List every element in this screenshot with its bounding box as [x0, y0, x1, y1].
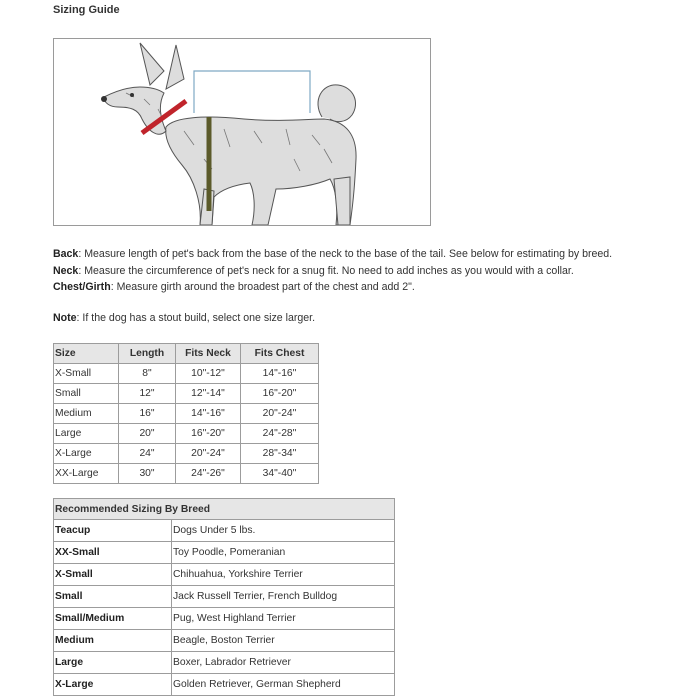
definition-text: : Measure girth around the broadest part of the chest and add 2". [110, 281, 415, 293]
breed-size-cell: XX-Small [54, 542, 172, 564]
definition-back [53, 246, 693, 263]
size-table-header: Size [54, 344, 119, 364]
breed-names-cell: Boxer, Labrador Retriever [172, 652, 395, 674]
size-table-header: Length [119, 344, 176, 364]
table-cell: 16"-20" [241, 384, 319, 404]
table-row [54, 404, 319, 424]
dog-illustration-icon [54, 39, 430, 225]
dog-body [166, 117, 356, 225]
table-row [54, 520, 395, 542]
definition-term: Back [53, 248, 79, 260]
breed-size-cell: Small/Medium [54, 608, 172, 630]
table-cell: XX-Large [54, 464, 119, 484]
definition-chest [53, 279, 693, 296]
size-table-header: Fits Neck [176, 344, 241, 364]
table-row [54, 674, 395, 696]
table-cell: 20"-24" [241, 404, 319, 424]
table-cell: Medium [54, 404, 119, 424]
breed-size-cell: Medium [54, 630, 172, 652]
dog-tail [318, 85, 356, 122]
breed-names-cell: Golden Retriever, German Shepherd [172, 674, 395, 696]
table-cell: 20"-24" [176, 444, 241, 464]
table-row [54, 586, 395, 608]
breed-size-cell: Small [54, 586, 172, 608]
breed-size-cell: Teacup [54, 520, 172, 542]
back-length-line [194, 71, 310, 113]
table-cell: 14"-16" [176, 404, 241, 424]
breed-names-cell: Beagle, Boston Terrier [172, 630, 395, 652]
dog-ear-left [140, 43, 164, 85]
table-cell: Small [54, 384, 119, 404]
dog-nose [101, 96, 107, 102]
table-cell: 34"-40" [241, 464, 319, 484]
breed-names-cell: Pug, West Highland Terrier [172, 608, 395, 630]
note-text: : If the dog has a stout build, select one size larger. [76, 312, 316, 324]
breed-size-cell: Large [54, 652, 172, 674]
table-cell: 28"-34" [241, 444, 319, 464]
note [53, 312, 315, 324]
table-row [54, 444, 319, 464]
size-table-header: Fits Chest [241, 344, 319, 364]
table-cell: 24" [119, 444, 176, 464]
table-row [54, 464, 319, 484]
table-cell: 20" [119, 424, 176, 444]
table-cell: 30" [119, 464, 176, 484]
table-cell: 16"-20" [176, 424, 241, 444]
table-row [54, 424, 319, 444]
breed-table-header-row [54, 499, 395, 520]
dog-measurement-illustration [53, 38, 431, 226]
table-cell: 8" [119, 364, 176, 384]
definition-term: Chest/Girth [53, 281, 111, 293]
size-table [53, 343, 319, 484]
breed-names-cell: Chihuahua, Yorkshire Terrier [172, 564, 395, 586]
table-cell: Large [54, 424, 119, 444]
breed-names-cell: Toy Poodle, Pomeranian [172, 542, 395, 564]
breed-size-cell: X-Small [54, 564, 172, 586]
definition-term: Neck [53, 264, 79, 277]
table-cell: 12" [119, 384, 176, 404]
table-cell: X-Small [54, 364, 119, 384]
table-cell: 14"-16" [241, 364, 319, 384]
size-table-header-row [54, 344, 319, 364]
dog-eye [130, 93, 134, 97]
definition-text: : Measure length of pet's back from the base of the neck to the base of the tail. See below for estimating by breed. [78, 248, 613, 260]
table-row [54, 630, 395, 652]
breed-names-cell: Jack Russell Terrier, French Bulldog [172, 586, 395, 608]
definition-neck [53, 263, 693, 280]
table-row [54, 564, 395, 586]
definition-text: : Measure the circumference of pet's neck for a snug fit. No need to add inches as you would with a collar. [78, 264, 574, 277]
table-cell: X-Large [54, 444, 119, 464]
table-row [54, 608, 395, 630]
breed-names-cell: Dogs Under 5 lbs. [172, 520, 395, 542]
table-cell: 10"-12" [176, 364, 241, 384]
page-title: Sizing Guide [53, 4, 120, 16]
table-row [54, 384, 319, 404]
breed-table [53, 498, 395, 696]
table-row [54, 652, 395, 674]
table-cell: 12"-14" [176, 384, 241, 404]
table-cell: 24"-26" [176, 464, 241, 484]
table-cell: 16" [119, 404, 176, 424]
breed-size-cell: X-Large [54, 674, 172, 696]
table-cell: 24"-28" [241, 424, 319, 444]
breed-table-header: Recommended Sizing By Breed [54, 499, 395, 520]
dog-ear-right [166, 45, 184, 89]
measurement-definitions [53, 246, 693, 296]
dog-head [104, 87, 166, 134]
table-row [54, 542, 395, 564]
note-term: Note [53, 312, 77, 324]
table-row [54, 364, 319, 384]
